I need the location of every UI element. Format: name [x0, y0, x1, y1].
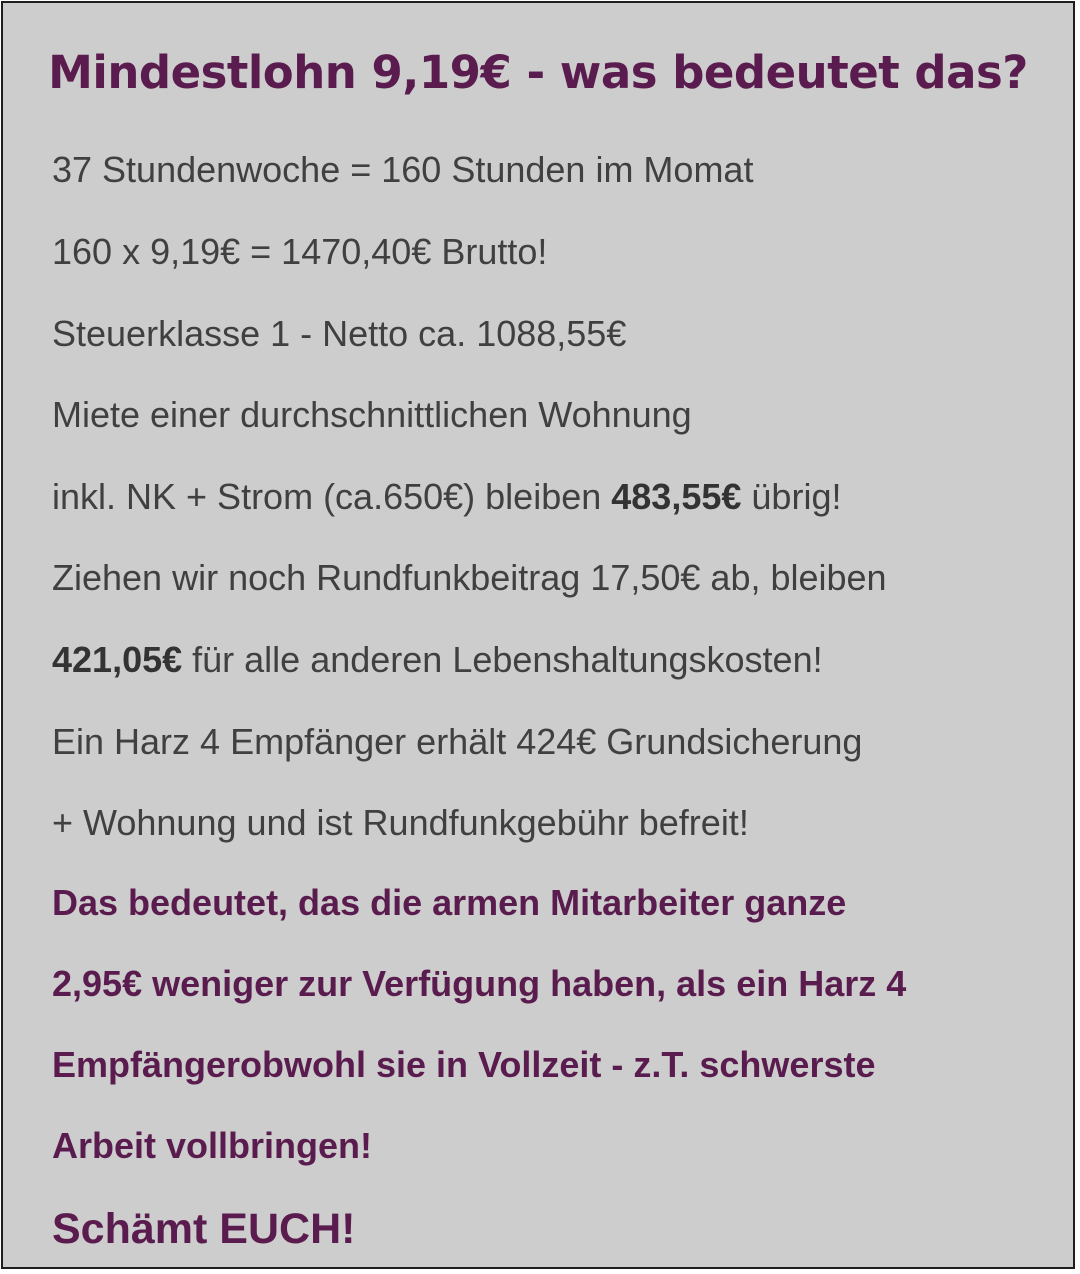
line-13: Arbeit vollbringen! [52, 1125, 373, 1166]
line-5-suffix: übrig! [741, 476, 842, 517]
poster-title: Mindestlohn 9,19€ - was bedeutet das? [48, 46, 1028, 99]
line-10: Das bedeutet, das die armen Mitarbeiter ganze [52, 882, 847, 923]
line-11: 2,95€ weniger zur Verfügung haben, als ein Harz 4 [52, 963, 907, 1004]
leftover-amount: 421,05€ [52, 639, 183, 680]
line-2: 160 x 9,19€ = 1470,40€ Brutto! [52, 231, 548, 272]
poster-frame [1, 1, 1075, 1269]
line-6: Ziehen wir noch Rundfunkbeitrag 17,50€ ab, bleiben [52, 557, 887, 598]
line-12: Empfängerobwohl sie in Vollzeit - z.T. schwerste [52, 1044, 876, 1085]
remaining-amount: 483,55€ [611, 476, 742, 517]
line-7 [52, 638, 823, 682]
line-4: Miete einer durchschnittlichen Wohnung [52, 394, 692, 435]
line-1: 37 Stundenwoche = 160 Stunden im Momat [52, 149, 754, 190]
line-5 [52, 475, 841, 519]
line-9: + Wohnung und ist Rundfunkgebühr befreit! [52, 802, 749, 843]
line-5-text: inkl. NK + Strom (ca.650€) bleiben [52, 476, 612, 517]
line-7-suffix: für alle anderen Lebenshaltungskosten! [182, 639, 823, 680]
closing-statement: Schämt EUCH! [52, 1205, 356, 1253]
line-3: Steuerklasse 1 - Netto ca. 1088,55€ [52, 313, 627, 354]
line-8: Ein Harz 4 Empfänger erhält 424€ Grundsicherung [52, 721, 863, 762]
